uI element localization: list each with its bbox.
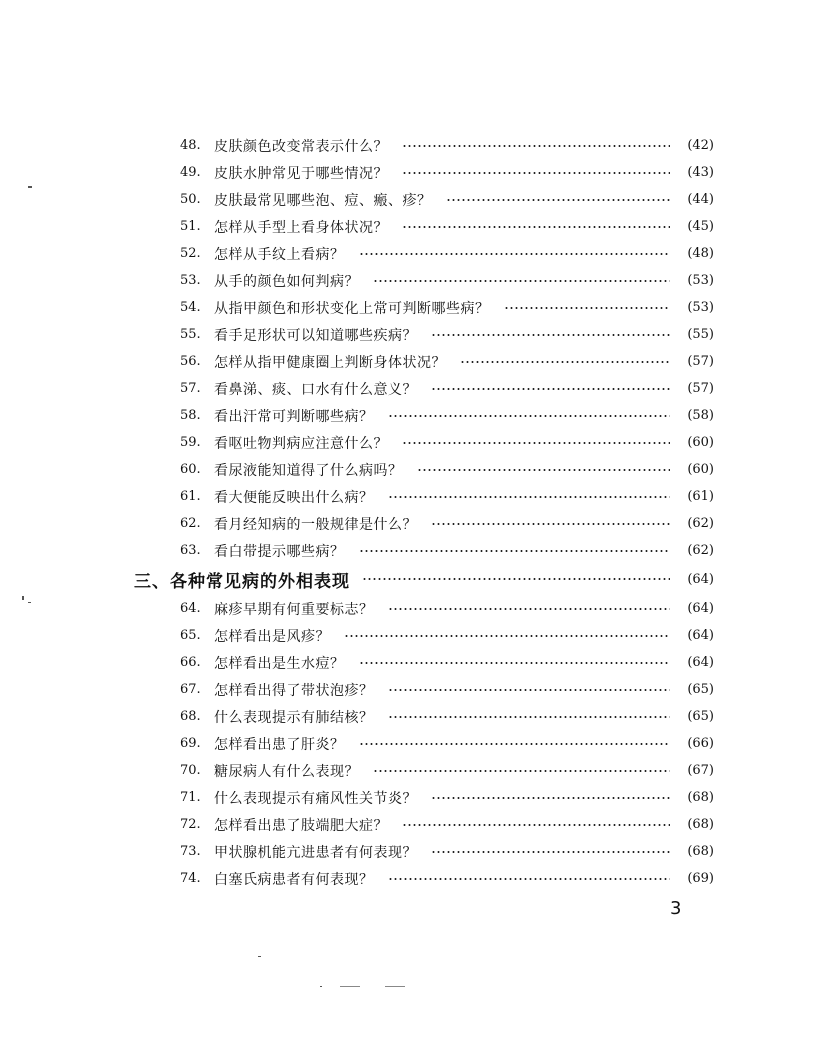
dot-leader [402, 145, 670, 147]
entry-page: (64) [687, 628, 714, 643]
dot-leader [402, 824, 670, 826]
dot-leader [373, 770, 670, 772]
toc-entry [180, 649, 714, 676]
entry-page: (42) [687, 138, 714, 153]
entry-page: (65) [687, 682, 714, 697]
entry-number: 72. [180, 817, 201, 832]
section-heading [134, 564, 714, 594]
dot-leader [344, 635, 670, 637]
toc-entry [180, 483, 714, 510]
entry-title: 怎样看出患了肝炎？ [214, 736, 345, 753]
toc-entry [180, 510, 714, 537]
dot-leader [359, 662, 671, 664]
entry-page: (53) [687, 300, 714, 315]
entry-number: 62. [180, 516, 201, 531]
entry-page: (68) [687, 790, 714, 805]
entry-title: 怎样从手纹上看病？ [214, 246, 345, 263]
dot-leader [388, 496, 671, 498]
entry-page: (64) [687, 655, 714, 670]
entry-title: 麻疹早期有何重要标志？ [214, 601, 374, 618]
entry-number: 67. [180, 682, 201, 697]
entry-title: 什么表现提示有肺结核？ [214, 709, 374, 726]
entry-page: (48) [687, 246, 714, 261]
dot-leader [388, 878, 671, 880]
entry-page: (62) [687, 543, 714, 558]
toc-entry [180, 703, 714, 730]
toc-entry [180, 186, 714, 213]
dot-leader [431, 334, 670, 336]
scan-speck [385, 986, 405, 987]
entry-number: 59. [180, 435, 201, 450]
entry-page: (69) [687, 871, 714, 886]
entry-page: (58) [687, 408, 714, 423]
entry-page: (64) [687, 601, 714, 616]
entry-number: 57. [180, 381, 201, 396]
toc-entry [180, 429, 714, 456]
entry-title: 怎样看出患了肢端肥大症？ [214, 817, 388, 834]
toc-entry [180, 811, 714, 838]
entry-title: 皮肤最常见哪些泡、痘、瘢、疹？ [214, 192, 432, 209]
entry-title: 怎样从指甲健康圈上判断身体状况？ [214, 354, 446, 371]
dot-leader [402, 172, 670, 174]
entry-page: (65) [687, 709, 714, 724]
scan-speck [340, 986, 360, 987]
entry-title: 看大便能反映出什么病？ [214, 489, 374, 506]
entry-page: (68) [687, 817, 714, 832]
dot-leader [431, 797, 670, 799]
toc-entry [180, 456, 714, 483]
dot-leader [388, 689, 671, 691]
dot-leader [431, 523, 670, 525]
entry-page: (62) [687, 516, 714, 531]
entry-number: 54. [180, 300, 201, 315]
entry-number: 51. [180, 219, 201, 234]
dot-leader [460, 361, 670, 363]
entry-number: 65. [180, 628, 201, 643]
toc-entry [180, 132, 714, 159]
entry-number: 60. [180, 462, 201, 477]
entry-title: 怎样看出是生水痘？ [214, 655, 345, 672]
dot-leader [359, 550, 671, 552]
entry-page: (68) [687, 844, 714, 859]
dot-leader [431, 388, 670, 390]
entry-title: 糖尿病人有什么表现？ [214, 763, 359, 780]
dot-leader [388, 608, 671, 610]
entry-page: (53) [687, 273, 714, 288]
toc-entry [180, 595, 714, 622]
toc-entry [180, 676, 714, 703]
entry-number: 70. [180, 763, 201, 778]
dot-leader [388, 415, 671, 417]
entry-number: 49. [180, 165, 201, 180]
entry-page: (44) [687, 192, 714, 207]
entry-title: 看呕吐物判病应注意什么？ [214, 435, 388, 452]
entry-page: (43) [687, 165, 714, 180]
entry-title: 看尿液能知道得了什么病吗？ [214, 462, 403, 479]
dot-leader [431, 851, 670, 853]
entry-title: 看月经知病的一般规律是什么？ [214, 516, 417, 533]
page-number: 3 [670, 898, 682, 919]
entry-title: 从指甲颜色和形状变化上常可判断哪些病？ [214, 300, 490, 317]
entry-number: 61. [180, 489, 201, 504]
toc-entry [180, 730, 714, 757]
entry-title: 怎样看出得了带状泡疹？ [214, 682, 374, 699]
entry-page: (57) [687, 381, 714, 396]
entry-title: 看出汗常可判断哪些病？ [214, 408, 374, 425]
toc-entry [180, 321, 714, 348]
entry-number: 71. [180, 790, 201, 805]
toc-entry [180, 865, 714, 892]
entry-number: 63. [180, 543, 201, 558]
entry-number: 64. [180, 601, 201, 616]
entry-number: 68. [180, 709, 201, 724]
toc-entry [180, 622, 714, 649]
entry-title: 甲状腺机能亢进患者有何表现？ [214, 844, 417, 861]
dot-leader [373, 280, 670, 282]
entry-number: 58. [180, 408, 201, 423]
entry-number: 66. [180, 655, 201, 670]
entry-number: 50. [180, 192, 201, 207]
dot-leader [402, 226, 670, 228]
entry-page: (67) [687, 763, 714, 778]
entry-page: (61) [687, 489, 714, 504]
toc-entry [180, 375, 714, 402]
toc-entry [180, 159, 714, 186]
toc-entry [180, 294, 714, 321]
dot-leader [446, 199, 671, 201]
dot-leader [402, 442, 670, 444]
entry-page: (60) [687, 462, 714, 477]
entry-title: 怎样从手型上看身体状况？ [214, 219, 388, 236]
scan-speck [22, 596, 24, 600]
entry-title: 看手足形状可以知道哪些疾病？ [214, 327, 417, 344]
entry-number: 74. [180, 871, 201, 886]
dot-leader [362, 578, 670, 580]
scan-speck [320, 986, 322, 987]
dot-leader [388, 716, 671, 718]
entry-title: 从手的颜色如何判病？ [214, 273, 359, 290]
entry-title: 看白带提示哪些病？ [214, 543, 345, 560]
entry-number: 55. [180, 327, 201, 342]
scan-speck [28, 186, 32, 188]
entry-page: (60) [687, 435, 714, 450]
toc-entry [180, 784, 714, 811]
entry-number: 73. [180, 844, 201, 859]
entry-page: (55) [687, 327, 714, 342]
toc-entry [180, 838, 714, 865]
toc-entry [180, 213, 714, 240]
entry-page: (57) [687, 354, 714, 369]
section-title: 三、各种常见病的外相表现 [134, 571, 350, 592]
entry-number: 53. [180, 273, 201, 288]
entry-title: 白塞氏病患者有何表现？ [214, 871, 374, 888]
section-page: (64) [687, 571, 714, 587]
dot-leader [417, 469, 671, 471]
toc-entry [180, 240, 714, 267]
entry-title: 皮肤颜色改变常表示什么？ [214, 138, 388, 155]
entry-number: 48. [180, 138, 201, 153]
entry-page: (66) [687, 736, 714, 751]
toc-entry [180, 537, 714, 564]
entry-number: 69. [180, 736, 201, 751]
toc-entry [180, 402, 714, 429]
toc-entry [180, 267, 714, 294]
scan-speck [28, 602, 31, 603]
entry-title: 什么表现提示有痛风性关节炎？ [214, 790, 417, 807]
entry-title: 皮肤水肿常见于哪些情况？ [214, 165, 388, 182]
entry-title: 怎样看出是风疹？ [214, 628, 330, 645]
entry-title: 看鼻涕、痰、口水有什么意义？ [214, 381, 417, 398]
dot-leader [504, 307, 671, 309]
entry-page: (45) [687, 219, 714, 234]
toc-entry [180, 757, 714, 784]
entry-number: 56. [180, 354, 201, 369]
dot-leader [359, 743, 671, 745]
toc-entry [180, 348, 714, 375]
scan-speck [258, 956, 261, 957]
dot-leader [359, 253, 671, 255]
entry-number: 52. [180, 246, 201, 261]
